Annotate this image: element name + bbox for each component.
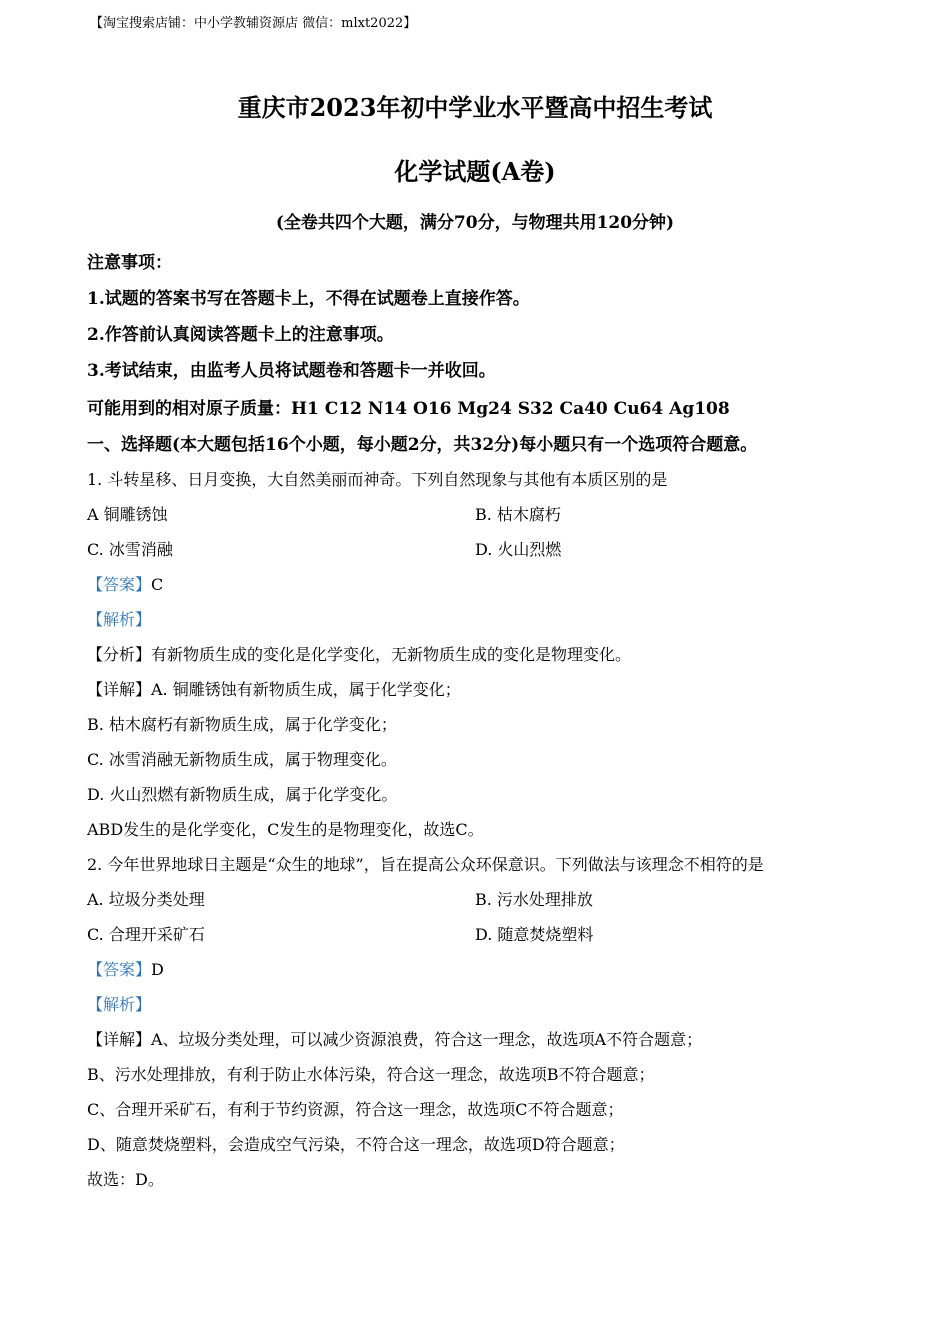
answer-line [87, 572, 163, 595]
explanation-line: D、随意焚烧塑料，会造成空气污染，不符合这一理念，故选项D符合题意； [87, 1135, 625, 1154]
answer-tag: 【答案】 [87, 575, 152, 594]
page-subtitle: 化学试题(A卷) [394, 157, 556, 186]
page-title: 重庆市2023年初中学业水平暨高中招生考试 [237, 93, 713, 122]
option-c: C. 合理开采矿石 [87, 925, 205, 944]
explanation-line: 【详解】A. 铜雕锈蚀有新物质生成，属于化学变化； [87, 680, 461, 699]
option-a: A 铜雕锈蚀 [87, 505, 168, 524]
explanation-line: B、污水处理排放，有利于防止水体污染，符合这一理念，故选项B不符合题意； [87, 1065, 655, 1084]
explanation-line: C、合理开采矿石，有利于节约资源，符合这一理念，故选项C不符合题意； [87, 1100, 624, 1119]
explanation-line: B. 枯木腐朽有新物质生成，属于化学变化； [87, 715, 397, 734]
explanation-line: ABD发生的是化学变化，C发生的是物理变化，故选C。 [87, 820, 484, 839]
atomic-masses: 可能用到的相对原子质量：H1 C12 N14 O16 Mg24 S32 Ca40 Cu64 Ag108 [87, 399, 730, 419]
answer-tag: 【答案】 [87, 960, 152, 979]
notice-item: 3.考试结束，由监考人员将试题卷和答题卡一并收回。 [87, 361, 496, 381]
notice-item: 1.试题的答案书写在答题卡上，不得在试题卷上直接作答。 [87, 289, 530, 309]
explanation-line: C. 冰雪消融无新物质生成，属于物理变化。 [87, 750, 397, 769]
analysis-tag: 【解析】 [87, 995, 152, 1014]
answer-value: C [151, 575, 164, 594]
notice-heading: 注意事项： [87, 253, 172, 273]
notice-item: 2.作答前认真阅读答题卡上的注意事项。 [87, 325, 394, 345]
answer-value: D [151, 960, 164, 979]
option-a: A. 垃圾分类处理 [87, 890, 205, 909]
explanation-line: D. 火山烈燃有新物质生成，属于化学变化。 [87, 785, 398, 804]
explanation-line: 【详解】A、垃圾分类处理，可以减少资源浪费，符合这一理念，故选项A不符合题意； [87, 1030, 703, 1049]
explanation-line: 故选：D。 [87, 1170, 164, 1189]
question-stem: 1. 斗转星移、日月变换，大自然美丽而神奇。下列自然现象与其他有本质区别的是 [87, 470, 668, 489]
header-note: 【淘宝搜索店铺：中小学教辅资源店 微信：mlxt2022】 [90, 16, 417, 31]
option-c: C. 冰雪消融 [87, 540, 173, 559]
section-heading: 一、选择题(本大题包括16个小题，每小题2分，共32分)每小题只有一个选项符合题意。 [87, 435, 758, 455]
explanation-line: 【分析】有新物质生成的变化是化学变化，无新物质生成的变化是物理变化。 [87, 645, 632, 664]
question-stem: 2. 今年世界地球日主题是“众生的地球”，旨在提高公众环保意识。下列做法与该理念不相符的是 [87, 855, 764, 874]
option-b: B. 枯木腐朽 [475, 505, 561, 524]
option-d: D. 随意焚烧塑料 [475, 925, 594, 944]
option-d: D. 火山烈燃 [475, 540, 562, 559]
exam-info: (全卷共四个大题，满分70分，与物理共用120分钟) [275, 213, 675, 233]
analysis-tag: 【解析】 [87, 610, 152, 629]
option-b: B. 污水处理排放 [475, 890, 593, 909]
answer-line [87, 957, 164, 980]
